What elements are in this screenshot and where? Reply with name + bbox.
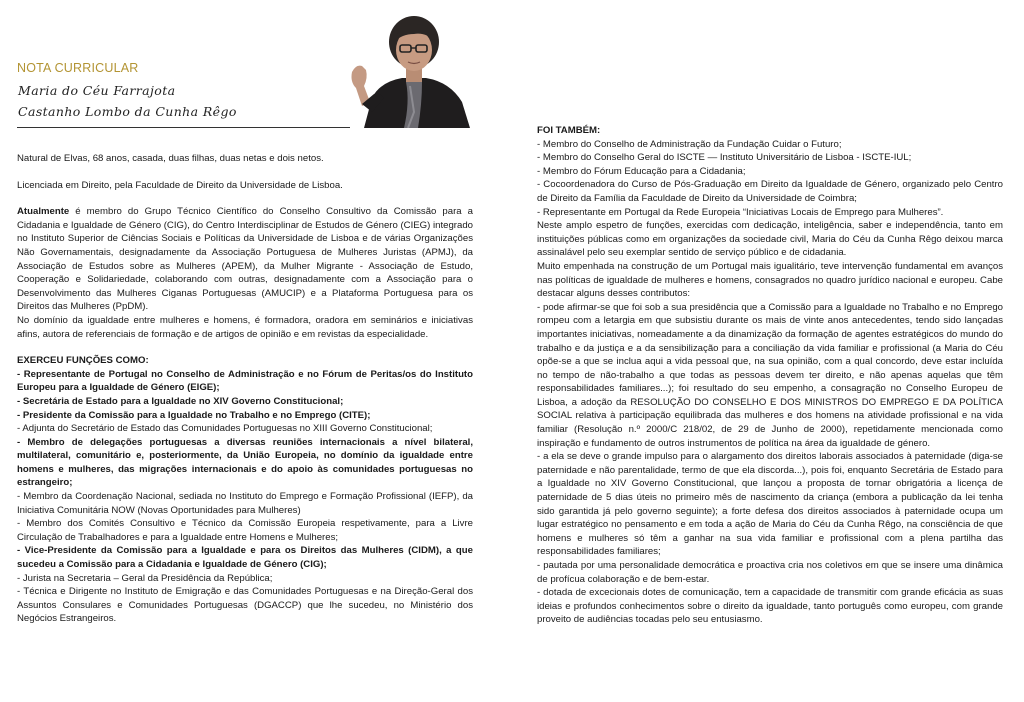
foi-tambem-item: Neste amplo espetro de funções, exercidas com dedicação, inteligência, saber e independência, tanto em instituições públicas como em organizações da sociedade civil, Maria do Céu da Cunha Rêgo deixou marca assinalável pelo seu exemplar sentido de serviço público e de cidadania. <box>537 220 1003 259</box>
foi-tambem-item: - Representante em Portugal da Rede Europeia “Iniciativas Locais de Emprego para Mulheres”. <box>537 206 944 218</box>
foi-list <box>537 138 1003 627</box>
exerceu-item: - Técnica e Dirigente no Instituto de Emigração e das Comunidades Portuguesas e na Direção-Geral dos Assuntos Consulares e Comunidades Portuguesas (DGACCP) que lhe sucedeu, no Ministério dos Negócios Estrangeiros. <box>17 586 473 625</box>
bio-degree: Licenciada em Direito, pela Faculdade de Direito da Universidade de Lisboa. <box>17 179 343 191</box>
exerceu-item: - Jurista na Secretaria – Geral da Presidência da República; <box>17 572 273 584</box>
exerceu-item: - Membro dos Comités Consultivo e Técnico da Comissão Europeia respetivamente, para a Livre Circulação de Trabalhadores e para a Igualdade entre Homens e Mulheres; <box>17 518 473 543</box>
person-name-line1: Maria do Céu Farrajota <box>18 83 176 98</box>
exerceu-item: - Membro de delegações portuguesas a diversas reuniões internacionais a nível bilateral, multilateral, comunitário e, posteriormente, da União Europeia, no domínio da igualdade entre homens e mulheres, das migrações internacionais e do apoio às comunidades portuguesas no estrangeiro; <box>17 436 473 489</box>
right-column <box>537 124 1003 627</box>
exerceu-item: - Adjunta do Secretário de Estado das Comunidades Portuguesas no XIII Governo Constitucional; <box>17 423 433 435</box>
foi-tambem-item: Muito empenhada na construção de um Portugal mais igualitário, teve intervenção fundamental em avanços nas políticas de igualdade de mulheres e homens, consagrados no quadro jurídico nacional e europeu. Cabe destacar alguns desses contributos: <box>537 260 1003 300</box>
exerceu-item: - Secretária de Estado para a Igualdade no XIV Governo Constitucional; <box>17 395 344 407</box>
bio-current-text: é membro do Grupo Técnico Científico do Conselho Consultivo da Comissão para a Cidadania e Igualdade de Género (CIG), do Centro Interdisciplinar de Estudos de Género (CIEG) integrado no Instituto Superior de Ciências Sociais e Políticas da Universidade de Lisboa e de várias Organizações Não Governamentais, designadamente da Associação Portuguesa de Mulheres Juristas (APMJ), da Associação de Estudos sobre as Mulheres (APEM), da Mulher Migrante - Associação de Estudo, Cooperação e Solidariedade, colaborando com outras, designadamente com a Associação para o Desenvolvimento das Mulheres Ciganas Portuguesas (AMUCIP) e a Plataforma Portuguesa para os Direitos das Mulheres (PpDM). <box>17 206 473 313</box>
foi-tambem-item: - pautada por uma personalidade democrática e proactiva cria nos coletivos em que se insere uma dinâmica de profícua colaboração e de bem-estar. <box>537 560 1003 585</box>
foi-tambem-item: - Membro do Conselho de Administração da Fundação Cuidar o Futuro; <box>537 138 842 150</box>
left-column <box>17 152 473 626</box>
bio-current-roles <box>17 205 473 314</box>
exerceu-item: - Representante de Portugal no Conselho de Administração e no Fórum de Peritas/os do Instituto Europeu para a Igualdade de Género (EIGE); <box>17 368 473 394</box>
exerceu-item: - Membro da Coordenação Nacional, sediada no Instituto do Emprego e Formação Profissional (IEFP), da Iniciativa Comunitária NOW (Novas Oportunidades para Mulheres) <box>17 491 473 516</box>
foi-tambem-item: - Membro do Fórum Educação para a Cidadania; <box>537 165 746 177</box>
section-label: NOTA CURRICULAR <box>17 61 139 75</box>
foi-tambem-item: - dotada de excecionais dotes de comunicação, tem a capacidade de transmitir com grande eficácia as suas ideias e profundos conhecimentos sobre o direito da igualdade, tanto português como europeu, com grande proveito de audiências tocadas pelo seu entusiasmo. <box>537 587 1003 626</box>
exerceu-list <box>17 368 473 626</box>
foi-tambem-item: - Membro do Conselho Geral do ISCTE — Instituto Universitário de Lisboa - ISCTE-IUL; <box>537 152 912 164</box>
foi-tambem-item: - pode afirmar-se que foi sob a sua presidência que a Comissão para a Igualdade no Trabalho e no Emprego rompeu com a letargia em que subsistiu durante os mais de vinte anos antecedentes, tendo sido lançadas importantes iniciativas, nomeadamente a da dinamização da formação de agentes estratégicos do mundo do trabalho e da justiça e a da sensibilização para a conciliação da vida familiar e profissional (a Maria do Céu opõe-se a que se inclua aqui a vida pessoal que, na sua opinião, com a qual concordo, deve estar incluída no tempo de não-trabalho a que todas as pessoas devem ter direito, e não apenas aquelas que têm responsabilidades familiares...); foi resultado do seu empenho, a consagração no Conselho Europeu de Lisboa, a adoção da RESOLUÇÃO DO CONSELHO E DOS MINISTROS DO EMPREGO E DA POLÍTICA SOCIAL relativa à participação equilibrada das mulheres e dos homens na atividade profissional e na vida familiar (Resolução n.º 2000/C 218/02, de 29 de Junho de 2000), repetidamente mencionada como inspiração e fundamento de outros instrumentos de política na área da igualdade de género. <box>537 301 1003 449</box>
exerceu-item: - Vice-Presidente da Comissão para a Igualdade e para os Direitos das Mulheres (CIDM), a que sucedeu a Comissão para a Cidadania e Igualdade de Género (CIG); <box>17 545 473 571</box>
bio-equality-domain: No domínio da igualdade entre mulheres e homens, é formadora, oradora em seminários e iniciativas afins, autora de referenciais de formação e de artigos de opinião e em revistas da especialidade. <box>17 314 473 340</box>
exerceu-heading: EXERCEU FUNÇÕES COMO: <box>17 355 149 367</box>
foi-tambem-item: - Cocoordenadora do Curso de Pós-Graduação em Direito da Igualdade de Género, organizado pelo Centro de Direito da Família da Faculdade de Direito da Universidade de Coimbra; <box>537 179 1003 204</box>
exerceu-item: - Presidente da Comissão para a Igualdade no Trabalho e no Emprego (CITE); <box>17 409 371 421</box>
foi-tambem-item: - a ela se deve o grande impulso para o alargamento dos direitos laborais associados à paternidade (diga-se paternidade e não parentalidade, termo de que ela discorda...), pois foi, enquanto Secretária de Estado para a Igualdade no XIV Governo Constitucional, que lançou a proposta de tornar obrigatória a licença de paternidade de 5 dias úteis no primeiro mês de nascimento da criança (embora a publicação da lei tenha sido garantida já pelo governo seguinte); a forte defesa dos direitos associados à paternidade ocupa um lugar estratégico no pensamento e em toda a ação de Maria do Céu da Cunha Rêgo, na consciência de que homens e mulheres só têm a ganhar na sua vida familiar e profissional com a plena partilha das responsabilidades familiares; <box>537 451 1003 558</box>
bio-current-lead: Atualmente <box>17 206 70 218</box>
portrait-photo <box>350 12 476 128</box>
foi-tambem-heading: FOI TAMBÉM: <box>537 125 601 136</box>
person-name-line2: Castanho Lombo da Cunha Rêgo <box>18 104 237 119</box>
bio-birth: Natural de Elvas, 68 anos, casada, duas filhas, duas netas e dois netos. <box>17 153 324 164</box>
